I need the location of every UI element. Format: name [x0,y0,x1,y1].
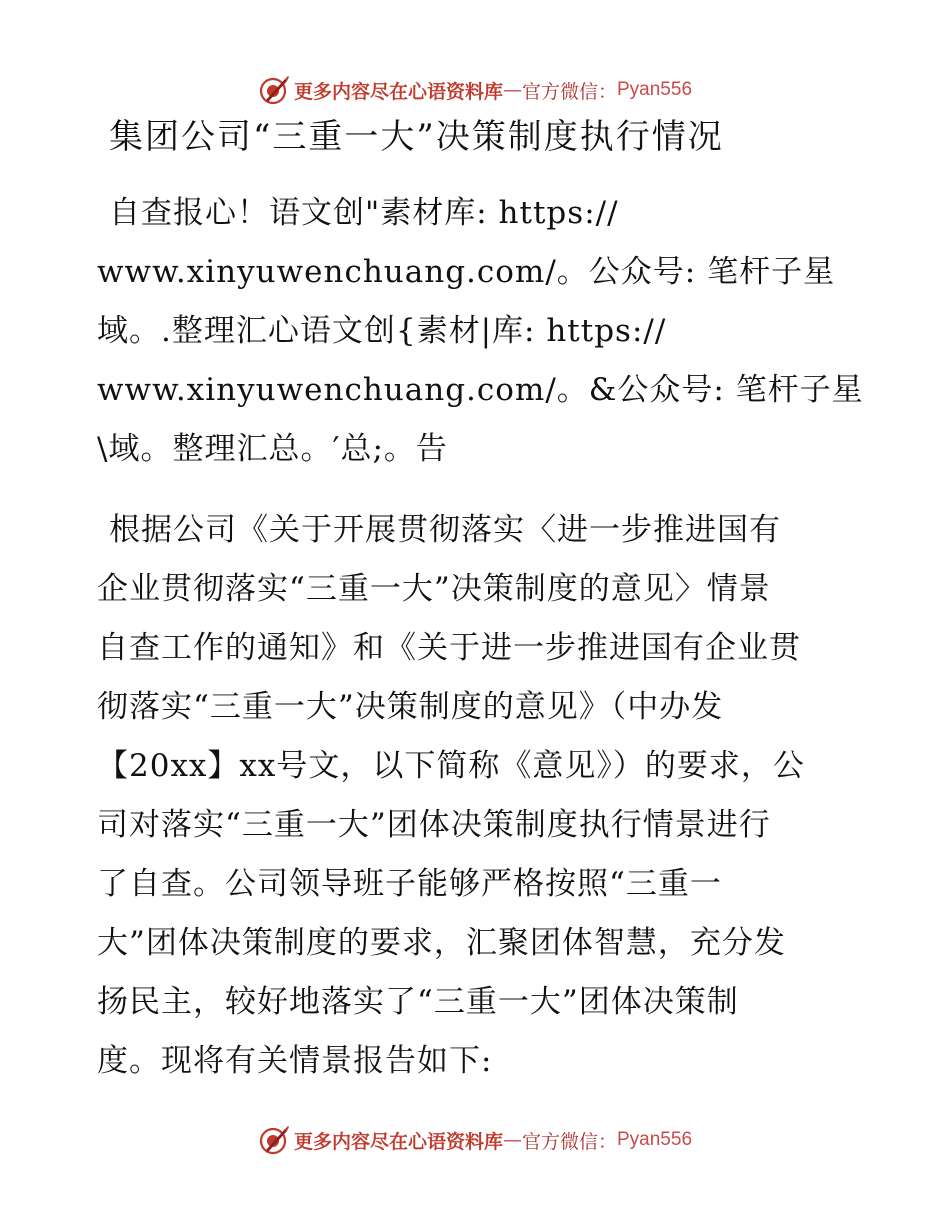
header-watermark [0,70,950,110]
watermark-account: Pyan556 [617,79,693,100]
paragraph-line: 大”团体决策制度的要求，汇聚团体智慧，充分发 [97,925,786,961]
paragraph-line: 了自查。公司领导班子能够严格按照“三重一 [97,866,722,902]
source-note [97,184,867,479]
watermark-separator: — [502,79,522,101]
paragraph-line: 司对落实“三重一大”团体决策制度执行情景进行 [97,807,771,843]
document-title: 集团公司“三重一大”决策制度执行情况 [109,117,724,157]
pen-logo-icon [258,1124,290,1156]
pen-logo-icon [258,74,290,106]
paragraph-line: 自查工作的通知》和《关于进一步推进国有企业贯 [97,630,801,666]
paragraph-line: 扬民主，较好地落实了“三重一大”团体决策制 [97,984,739,1020]
watermark-wechat-label: 官方微信： [521,80,617,103]
watermark-separator: — [502,1129,522,1151]
note-line: 域。.整理汇心语文创{素材|库: https:// [97,313,667,349]
paragraph-line: 【20xx】xx号文，以下简称《意见》）的要求，公 [97,748,805,784]
paragraph-line: 根据公司《关于开展贯彻落实〈进一步推进国有 [109,512,781,548]
document-body [97,112,867,1091]
paragraph-line: 企业贯彻落实“三重一大”决策制度的意见〉情景 [97,571,771,607]
footer-watermark [0,1120,950,1160]
note-line: www.xinyuwenchuang.com/。&公众号: 笔杆子星 [97,372,864,408]
note-line: 自查报心！语文创"素材库: https:// [109,195,619,231]
watermark-brand: 更多内容尽在心语资料库 [293,80,503,103]
paragraph-line: 彻落实“三重一大”决策制度的意见》（中办发 [97,689,724,725]
note-line: www.xinyuwenchuang.com/。公众号: 笔杆子星 [97,254,836,290]
intro-paragraph [97,501,867,1091]
watermark-wechat-label: 官方微信： [521,1130,617,1153]
watermark-account: Pyan556 [617,1129,693,1150]
note-line: \域。整理汇总。′总;。告 [97,431,448,467]
watermark-brand: 更多内容尽在心语资料库 [293,1130,503,1153]
paragraph-line: 度。现将有关情景报告如下: [97,1043,493,1079]
